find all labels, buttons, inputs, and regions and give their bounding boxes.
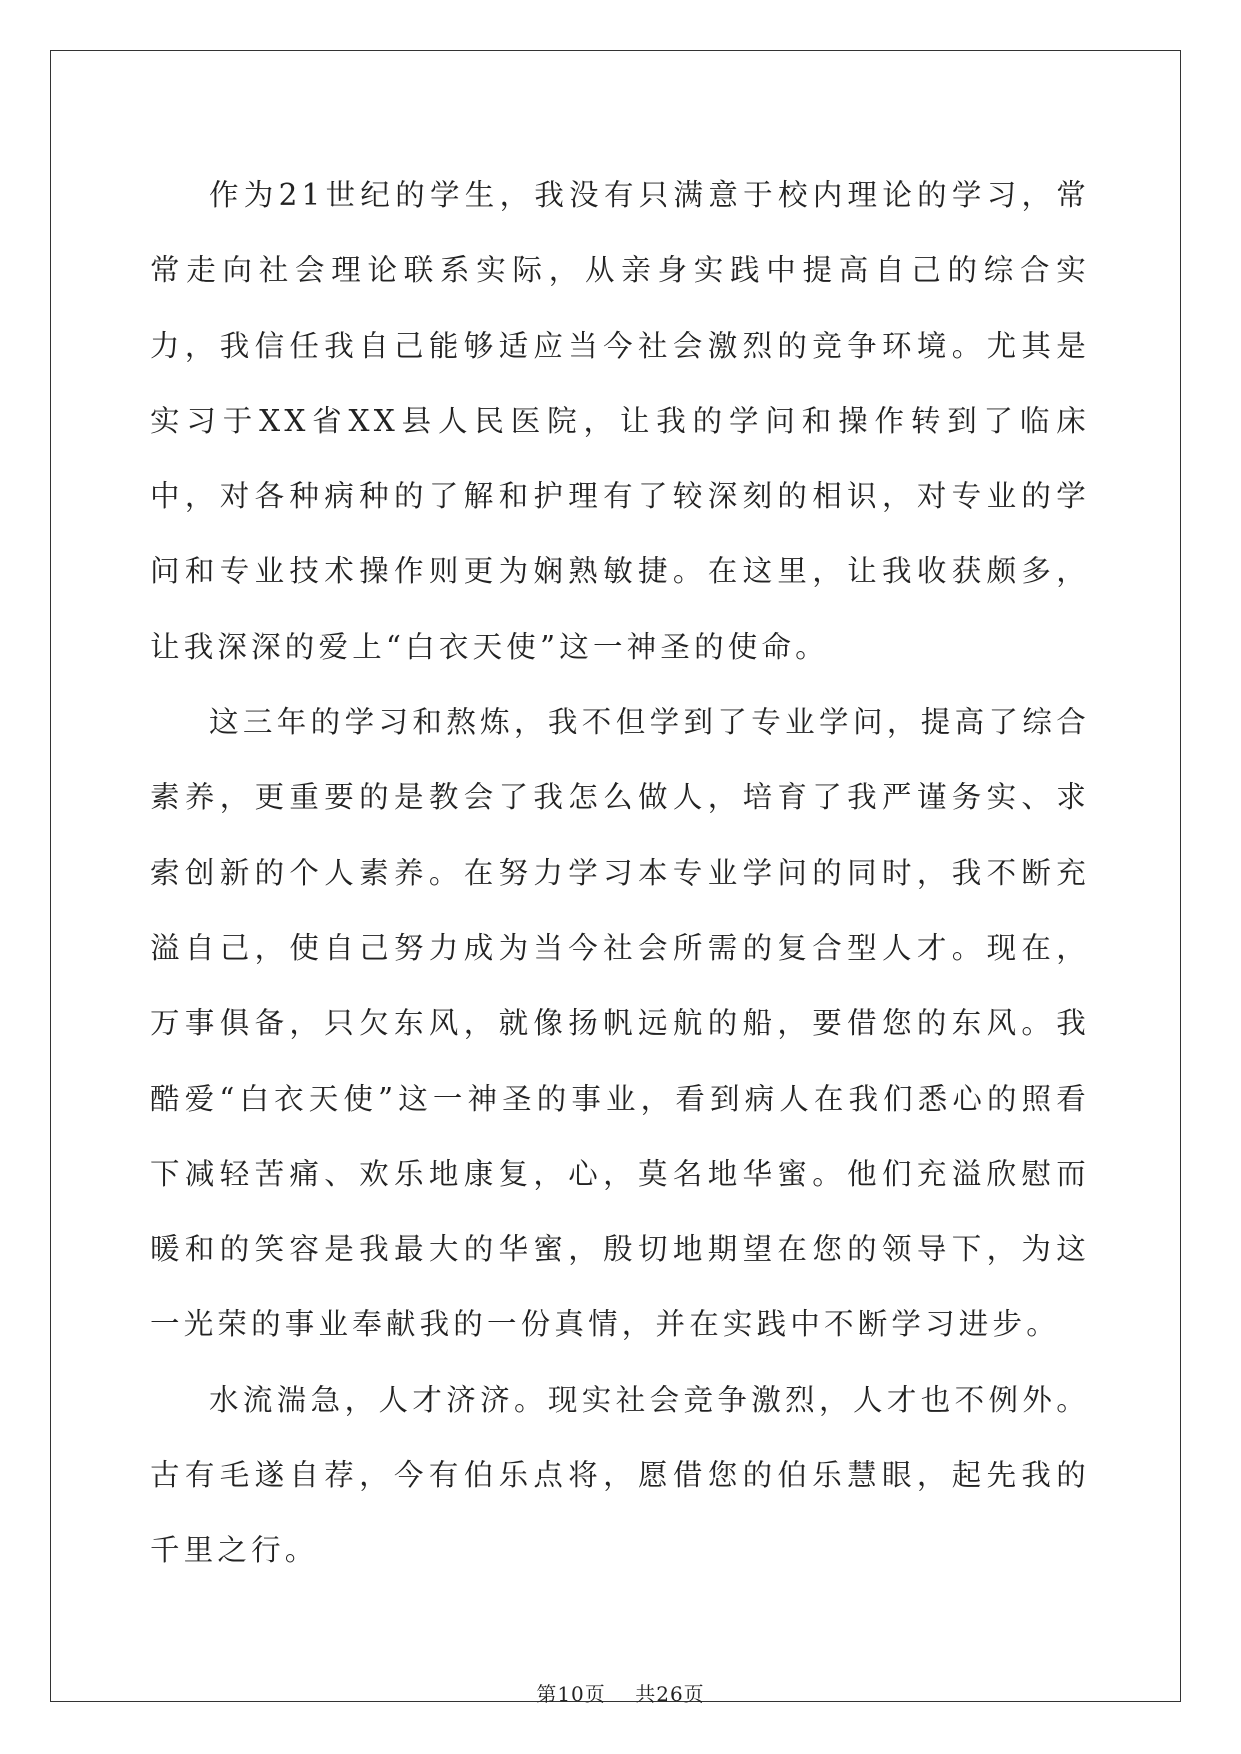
page-total: 共26页	[635, 1682, 705, 1706]
paragraph: 作为21世纪的学生，我没有只满意于校内理论的学习，常常走向社会理论联系实际，从亲身实践中提高自己的综合实力，我信任我自己能够适应当今社会激烈的竞争环境。尤其是实习于XX省XX县人民医院，让我的学问和操作转到了临床中，对各种病种的了解和护理有了较深刻的相识，对专业的学问和专业技术操作则更为娴熟敏捷。在这里，让我收获颇多，让我深深的爱上“白衣天使”这一神圣的使命。	[150, 178, 1090, 664]
document-body	[150, 158, 1090, 1589]
page-footer	[0, 1682, 1241, 1706]
page-number: 第10页	[536, 1682, 606, 1706]
paragraph: 这三年的学习和熬炼，我不但学到了专业学问，提高了综合素养，更重要的是教会了我怎么做人，培育了我严谨务实、求索创新的个人素养。在努力学习本专业学问的同时，我不断充溢自己，使自己努力成为当今社会所需的复合型人才。现在，万事俱备，只欠东风，就像扬帆远航的船，要借您的东风。我酷爱“白衣天使”这一神圣的事业，看到病人在我们悉心的照看下减轻苦痛、欢乐地康复，心，莫名地华蜜。他们充溢欣慰而暖和的笑容是我最大的华蜜，殷切地期望在您的领导下，为这一光荣的事业奉献我的一份真情，并在实践中不断学习进步。	[150, 705, 1090, 1342]
paragraph: 水流湍急，人才济济。现实社会竞争激烈，人才也不例外。古有毛遂自荐，今有伯乐点将，愿借您的伯乐慧眼，起先我的千里之行。	[150, 1382, 1090, 1568]
